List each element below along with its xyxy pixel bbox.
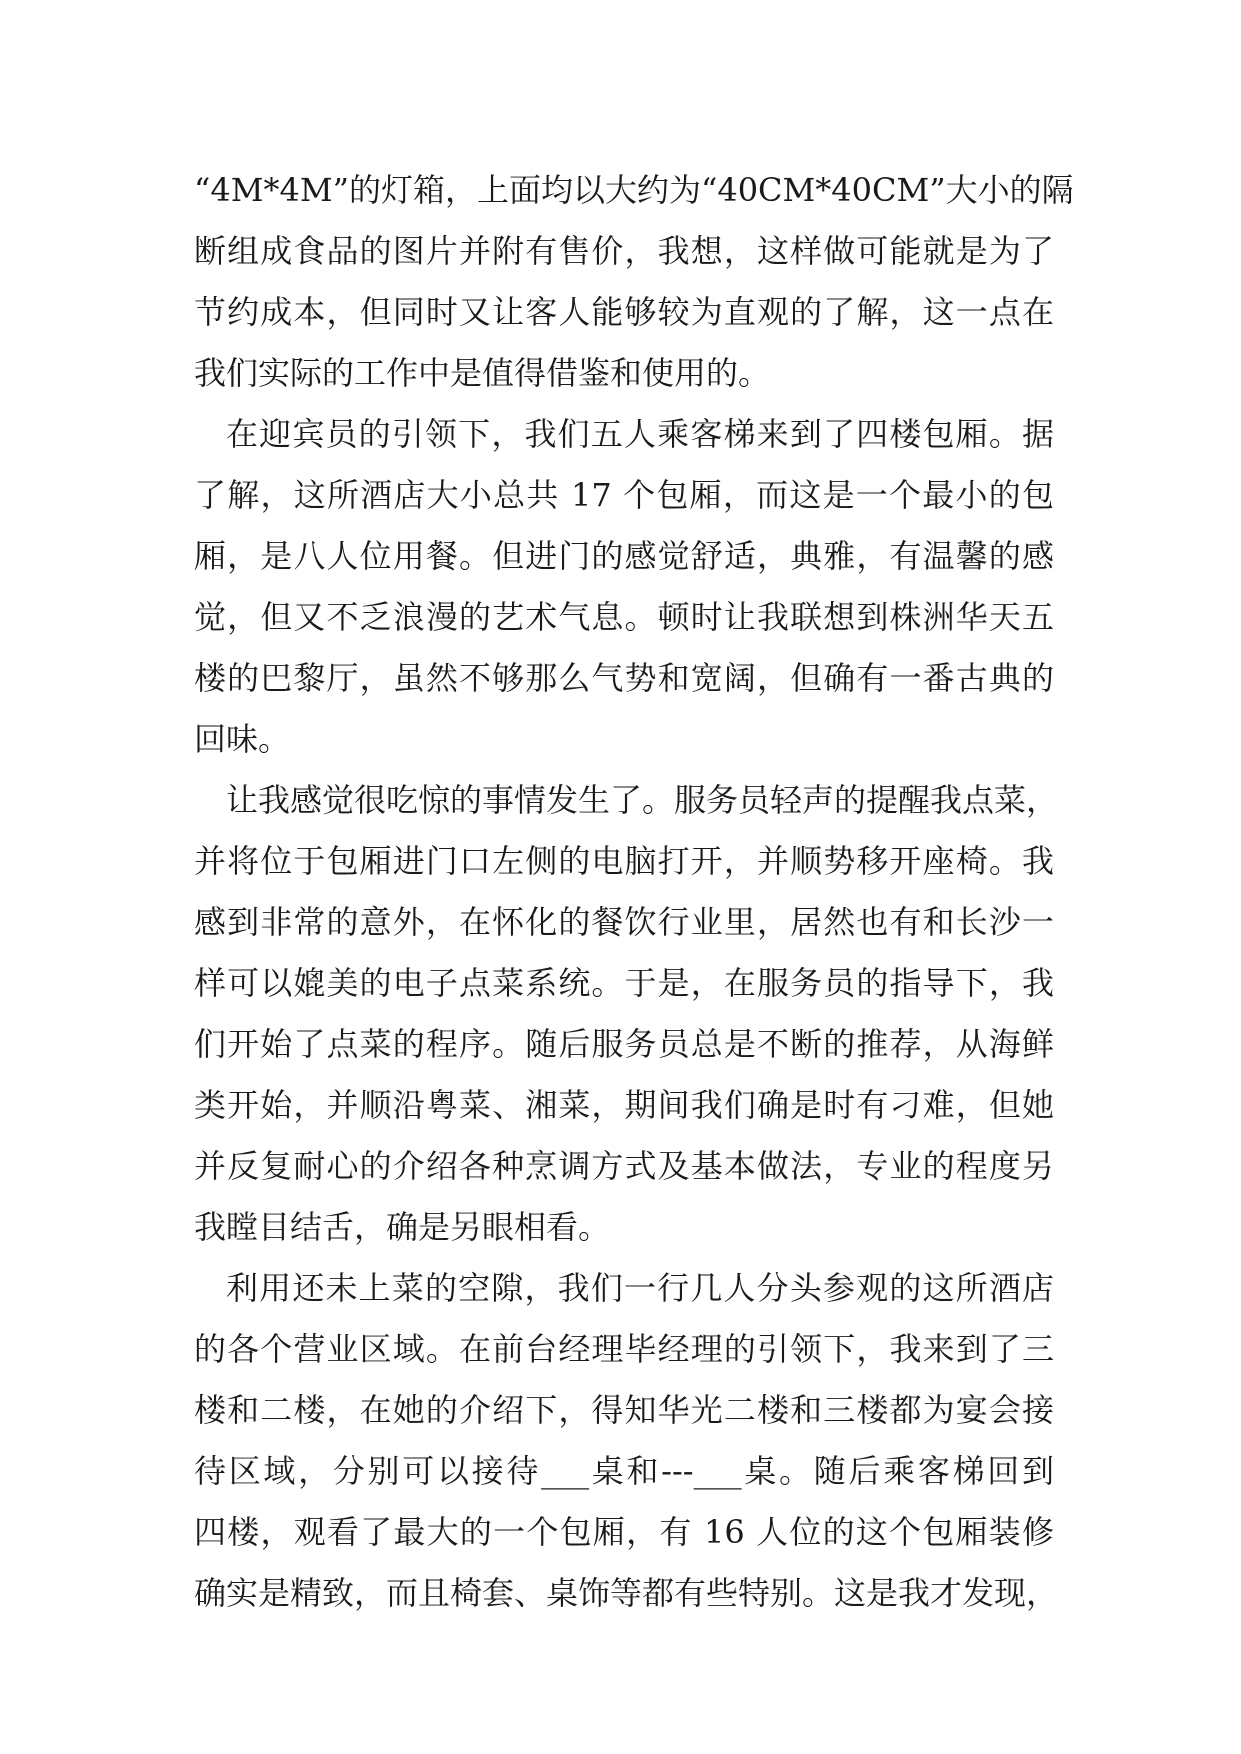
text-line: 并将位于包厢进门口左侧的电脑打开，并顺势移开座椅。我 — [194, 842, 1054, 880]
text-line: 回味。 — [194, 720, 291, 758]
text-line: 断组成食品的图片并附有售价，我想，这样做可能就是为了 — [194, 232, 1054, 270]
text-line: 让我感觉很吃惊的事情发生了。服务员轻声的提醒我点菜， — [226, 781, 1059, 819]
text-line: 并反复耐心的介绍各种烹调方式及基本做法，专业的程度另 — [194, 1147, 1054, 1185]
text-line: 的各个营业区域。在前台经理毕经理的引领下，我来到了三 — [194, 1330, 1054, 1368]
text-line: 楼的巴黎厅，虽然不够那么气势和宽阔，但确有一番古典的 — [194, 659, 1054, 697]
paragraph — [194, 770, 1059, 1258]
text-line: 样可以媲美的电子点菜系统。于是，在服务员的指导下，我 — [194, 964, 1054, 1002]
text-line: 厢，是八人位用餐。但进门的感觉舒适，典雅，有温馨的感 — [194, 537, 1054, 575]
text-line: 楼和二楼，在她的介绍下，得知华光二楼和三楼都为宴会接 — [194, 1391, 1054, 1429]
paragraph — [194, 160, 1074, 404]
text-line: “4M*4M”的灯箱，上面均以大约为“40CM*40CM”大小的隔 — [194, 171, 1074, 209]
text-line: 感到非常的意外，在怀化的餐饮行业里，居然也有和长沙一 — [194, 903, 1054, 941]
text-line: 类开始，并顺沿粤菜、湘菜，期间我们确是时有刁难，但她 — [194, 1086, 1054, 1124]
paragraph — [194, 404, 1054, 770]
text-line: 了解，这所酒店大小总共 17 个包厢，而这是一个最小的包 — [194, 476, 1054, 514]
text-line: 四楼，观看了最大的一个包厢，有 16 人位的这个包厢装修 — [194, 1513, 1054, 1551]
text-line: 利用还未上菜的空隙，我们一行几人分头参观的这所酒店 — [226, 1269, 1054, 1307]
text-line: 我们实际的工作中是值得借鉴和使用的。 — [194, 354, 771, 392]
paragraph — [194, 1258, 1059, 1624]
text-line: 们开始了点菜的程序。随后服务员总是不断的推荐，从海鲜 — [194, 1025, 1054, 1063]
text-line: 节约成本，但同时又让客人能够较为直观的了解，这一点在 — [194, 293, 1054, 331]
text-line: 在迎宾员的引领下，我们五人乘客梯来到了四楼包厢。据 — [226, 415, 1054, 453]
text-line: 待区域，分别可以接待___桌和---___桌。随后乘客梯回到 — [194, 1452, 1054, 1490]
text-line: 我瞠目结舌，确是另眼相看。 — [194, 1208, 611, 1246]
document-body — [194, 160, 1074, 1624]
text-line: 觉，但又不乏浪漫的艺术气息。顿时让我联想到株洲华天五 — [194, 598, 1054, 636]
text-line: 确实是精致，而且椅套、桌饰等都有些特别。这是我才发现， — [194, 1574, 1059, 1612]
